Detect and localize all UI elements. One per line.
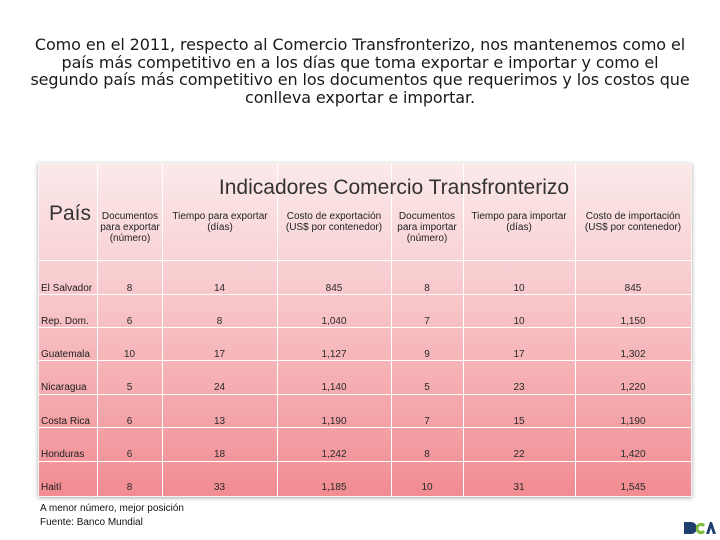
table-cell: 8 (424, 283, 430, 294)
country-haiti: Haití (41, 482, 62, 493)
table-cell: 8 (126, 283, 133, 294)
table-cell: 33 (213, 482, 226, 493)
table-cell: 31 (513, 482, 525, 493)
table-cell: 5 (424, 382, 430, 393)
table-cell: 845 (624, 283, 642, 294)
intro-paragraph: Como en el 2011, respecto al Comercio Transfronterizo, nos mantenemos como el país más competitivo en a los días que toma exportar e importar y como el segundo país más competitivo en los documentos que requerimos y los costos que conlleva exportar e importar. (30, 35, 690, 107)
country-costa-rica: Costa Rica (41, 416, 90, 427)
table-cell: 23 (513, 382, 525, 393)
table-cell: 1,242 (321, 449, 347, 460)
table-cell: 13 (213, 416, 226, 427)
table-cell: 1,220 (620, 382, 646, 393)
table-cell: 1,185 (321, 482, 347, 493)
table-cell: 10 (123, 349, 136, 360)
country-rep-dom: Rep. Dom. (41, 316, 89, 327)
table-cell: 8 (216, 316, 223, 327)
country-honduras: Honduras (41, 449, 85, 460)
table-cell: 10 (513, 316, 525, 327)
dca-logo (683, 520, 717, 538)
table-cell: 15 (513, 416, 525, 427)
table-cell: 10 (513, 283, 525, 294)
ranking-note: A menor número, mejor posición (40, 503, 184, 514)
table-cell: 22 (513, 449, 525, 460)
table-cell: 14 (213, 283, 226, 294)
col-header-time-export: Tiempo para exportar (días) (172, 211, 268, 233)
table-cell: 1,190 (321, 416, 347, 427)
table-cell: 1,150 (620, 316, 646, 327)
table-cell: 9 (424, 349, 430, 360)
table-cell: 8 (126, 482, 133, 493)
table-cell: 1,545 (620, 482, 646, 493)
country-nicaragua: Nicaragua (41, 382, 87, 393)
table-cell: 24 (213, 382, 226, 393)
source-note: Fuente: Banco Mundial (40, 517, 143, 528)
table-cell: 1,420 (620, 449, 646, 460)
table-cell: 7 (424, 416, 430, 427)
table-cell: 1,140 (321, 382, 347, 393)
table-cell: 1,190 (620, 416, 646, 427)
country-guatemala: Guatemala (41, 349, 90, 360)
table-cell: 17 (213, 349, 226, 360)
table-cell: 6 (126, 416, 133, 427)
table-cell: 17 (513, 349, 525, 360)
table-cell: 1,302 (620, 349, 646, 360)
table-cell: 5 (126, 382, 133, 393)
country-el-salvador: El Salvador (41, 283, 93, 294)
table-cell: 845 (325, 283, 343, 294)
col-header-cost-export: Costo de exportación (US$ por contenedor) (285, 211, 383, 233)
table-title: Indicadores Comercio Transfronterizo (218, 176, 570, 199)
table-cell: 1,127 (321, 349, 347, 360)
table-cell: 8 (424, 449, 430, 460)
table-cell: 1,040 (321, 316, 347, 327)
country-column-header: País (49, 202, 92, 225)
table-cell: 18 (213, 449, 226, 460)
table-cell: 6 (126, 449, 133, 460)
table-cell: 10 (421, 482, 433, 493)
col-header-docs-import: Documentos para importar (número) (397, 211, 457, 244)
col-header-cost-import: Costo de importación (US$ por contenedor) (584, 211, 682, 233)
table-cell: 6 (126, 316, 133, 327)
col-header-time-import: Tiempo para importar (días) (471, 211, 567, 233)
col-header-docs-export: Documentos para exportar (número) (100, 211, 160, 244)
trade-indicators-table (38, 163, 692, 497)
table-cell: 7 (424, 316, 430, 327)
